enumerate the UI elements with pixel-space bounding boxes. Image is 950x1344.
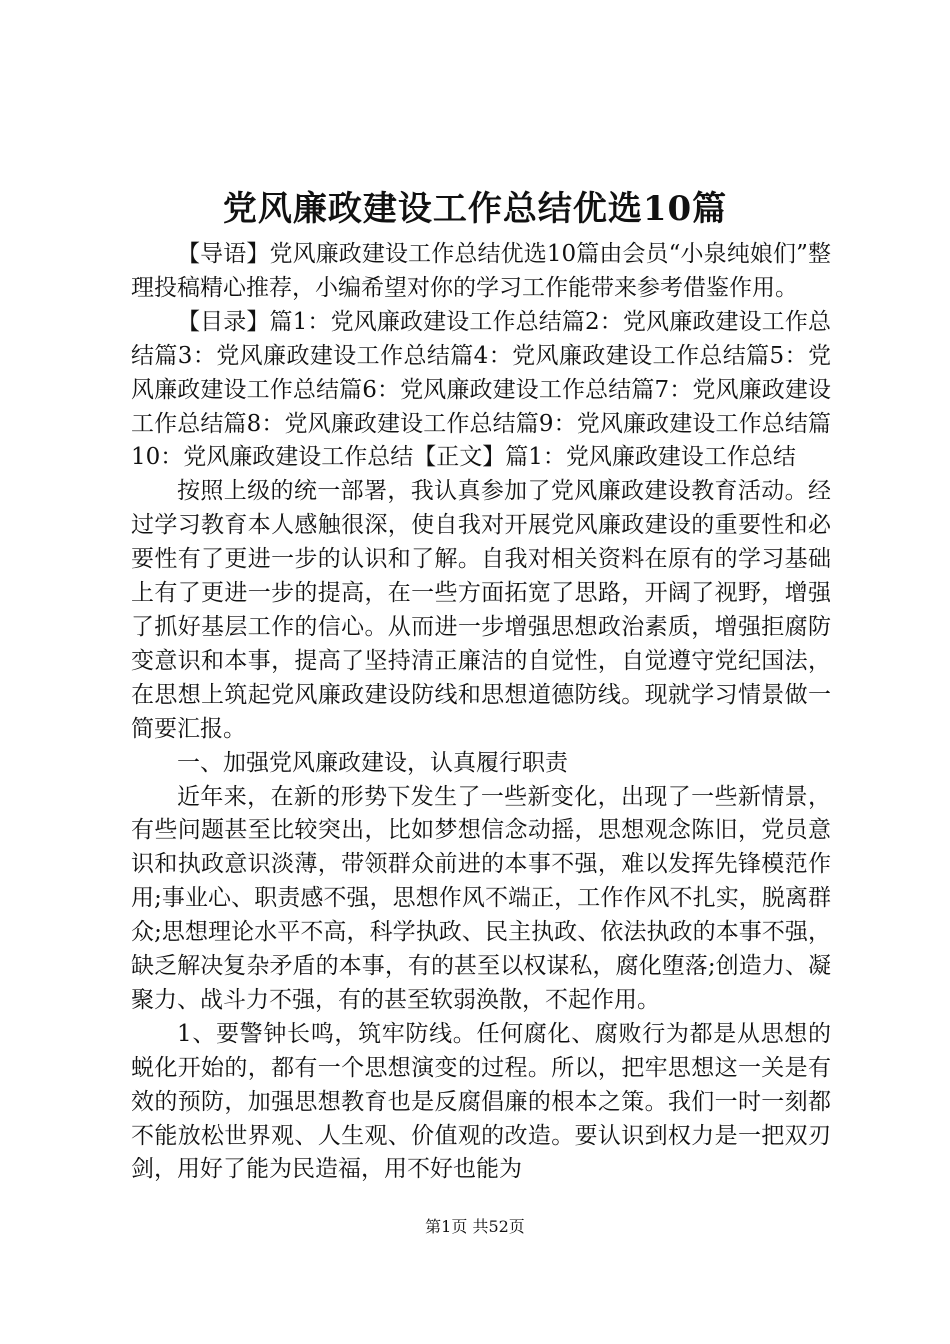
body-paragraph: 近年来，在新的形势下发生了一些新变化，出现了一些新情景，有些问题甚至比较突出，比如梦想信念动摇，思想观念陈旧，党员意识和执政意识淡薄，带领群众前进的本事不强，难以发挥先锋模范作用;事业心、职责感不强，思想作风不端正，工作作风不扎实，脱离群众;思想理论水平不高，科学执政、民主执政、依法执政的本事不强，缺乏解决复杂矛盾的本事，有的甚至以权谋私，腐化堕落;创造力、凝聚力、战斗力不强，有的甚至软弱涣散，不起作用。 bbox=[131, 783, 831, 1013]
document-title: 党风廉政建设工作总结优选10篇 bbox=[222, 189, 728, 229]
body-paragraph: 按照上级的统一部署，我认真参加了党风廉政建设教育活动。经过学习教育本人感触很深，使自我对开展党风廉政建设的重要性和必要性有了更进一步的认识和了解。自我对相关资料在原有的学习基础上有了更进一步的提高，在一些方面拓宽了思路，开阔了视野，增强了抓好基层工作的信心。从而进一步增强思想政治素质，增强拒腐防变意识和本事，提高了坚持清正廉洁的自觉性，自觉遵守党纪国法，在思想上筑起党风廉政建设防线和思想道德防线。现就学习情景做一简要汇报。 bbox=[131, 478, 831, 742]
contents-paragraph: 【目录】篇1：党风廉政建设工作总结篇2：党风廉政建设工作总结篇3：党风廉政建设工作总结篇4：党风廉政建设工作总结篇5：党风廉政建设工作总结篇6：党风廉政建设工作总结篇7：党风廉政建设工作总结篇8：党风廉政建设工作总结篇9：党风廉政建设工作总结篇10：党风廉政建设工作总结【正文】篇1：党风廉政建设工作总结 bbox=[131, 308, 831, 471]
intro-paragraph: 【导语】党风廉政建设工作总结优选10篇由会员“小泉纯娘们”整理投稿精心推荐，小编希望对你的学习工作能带来参考借鉴作用。 bbox=[131, 241, 831, 301]
section-heading: 一、加强党风廉政建设，认真履行职责 bbox=[177, 749, 568, 776]
body-paragraph: 1、要警钟长鸣，筑牢防线。任何腐化、腐败行为都是从思想的蜕化开始的，都有一个思想演变的过程。所以，把牢思想这一关是有效的预防，加强思想教育也是反腐倡廉的根本之策。我们一时一刻都不能放松世界观、人生观、价值观的改造。要认识到权力是一把双刃剑，用好了能为民造福，用不好也能为 bbox=[131, 1020, 831, 1183]
page-footer: 第1页 共52页 bbox=[425, 1217, 525, 1236]
document-body bbox=[131, 238, 831, 1187]
